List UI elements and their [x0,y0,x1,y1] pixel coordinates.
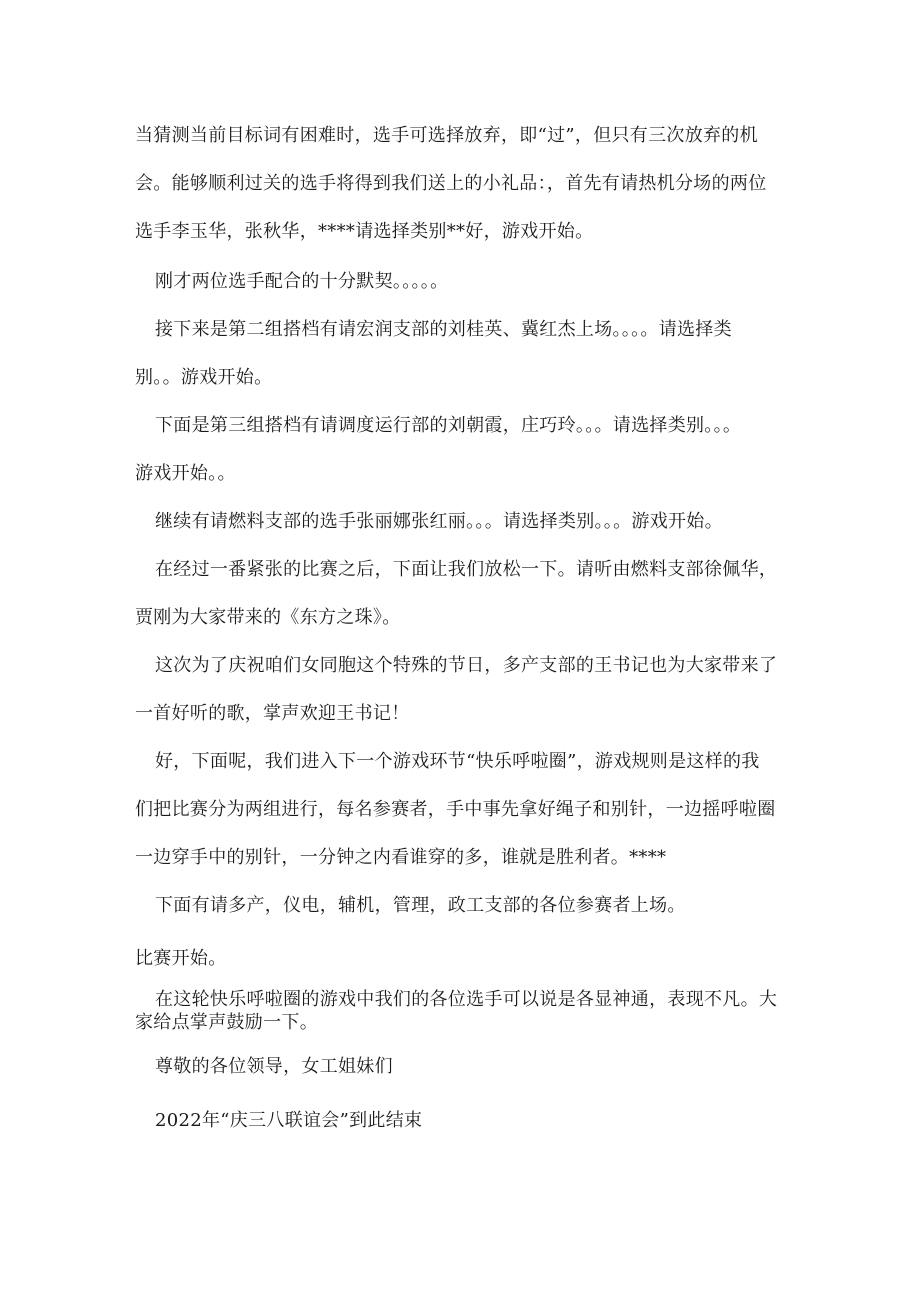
text-line-17: 下面有请多产，仪电，辅机，管理，政工支部的各位参赛者上场。 [155,895,686,916]
text-line-15: 们把比赛分为两组进行，每名参赛者，手中事先拿好绳子和别针，一边摇呼啦圈 [135,799,776,820]
text-line-7: 下面是第三组搭档有请调度运行部的刘朝霞，庄巧玲。。。请选择类别。。。 [155,415,742,436]
text-line-4: 刚才两位选手配合的十分默契。。。。。 [155,271,449,292]
text-line-6: 别。。游戏开始。 [135,367,273,388]
text-line-5: 接下来是第二组搭档有请宏润支部的刘桂英、冀红杰上场。。。。请选择类 [155,319,732,340]
text-line-9: 继续有请燃料支部的选手张丽娜张红丽。。。请选择类别。。。游戏开始。 [155,511,723,532]
text-line-21: 尊敬的各位领导，女工姐妹们 [155,1056,393,1077]
text-line-1: 当猜测当前目标词有困难时，选手可选择放弃，即“过”，但只有三次放弃的机 [135,125,758,146]
text-line-14: 好，下面呢，我们进入下一个游戏环节“快乐呼啦圈”，游戏规则是这样的我 [155,751,760,772]
text-line-22: 2022年“庆三八联谊会”到此结束 [155,1110,423,1131]
text-line-10: 在经过一番紧张的比赛之后，下面让我们放松一下。请听由燃料支部徐佩华， [155,559,778,580]
text-line-19: 在这轮快乐呼啦圈的游戏中我们的各位选手可以说是各显神通，表现不凡。大 [155,989,778,1010]
text-line-18: 比赛开始。 [135,948,227,969]
text-line-16: 一边穿手中的别针，一分钟之内看谁穿的多，谁就是胜利者。**** [135,847,667,868]
text-line-11: 贾刚为大家带来的《东方之珠》。 [135,607,401,628]
text-line-3: 选手李玉华，张秋华，****请选择类别**好，游戏开始。 [135,221,594,242]
text-line-8: 游戏开始。。 [135,463,236,484]
text-line-2: 会。能够顺利过关的选手将得到我们送上的小礼品：，首先有请热机分场的两位 [135,173,767,194]
text-line-20: 家给点掌声鼓励一下。 [135,1012,318,1033]
text-line-12: 这次为了庆祝咱们女同胞这个特殊的节日，多产支部的王书记也为大家带来了 [155,655,778,676]
text-line-13: 一首好听的歌，掌声欢迎王书记！ [135,703,410,724]
